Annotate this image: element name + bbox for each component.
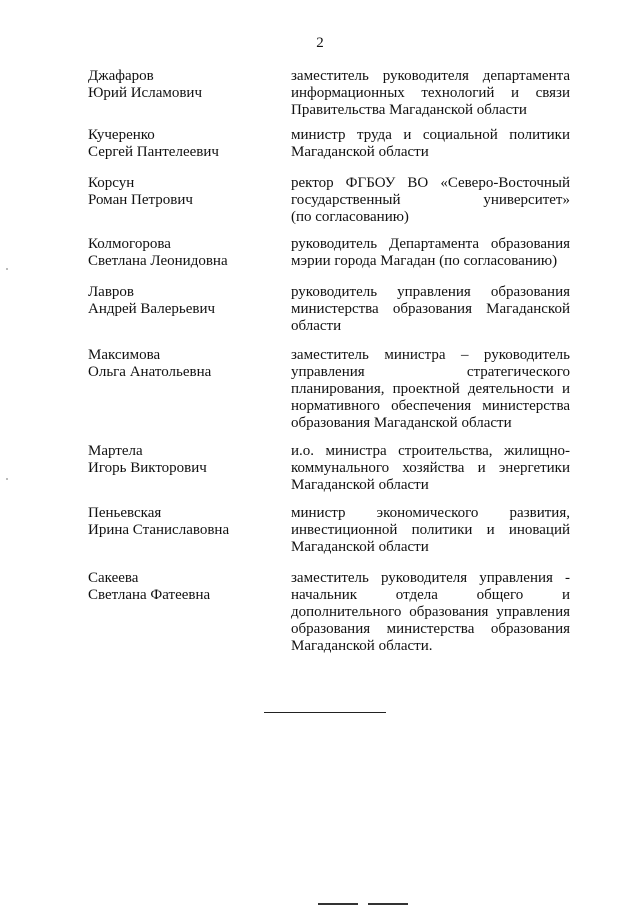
- position-line: руководитель управления образования: [291, 284, 570, 300]
- member-name: [88, 505, 278, 539]
- member-surname: Пеньевская: [88, 505, 162, 521]
- member-surname: Лавров: [88, 284, 134, 300]
- position-line: министр экономического развития,: [291, 505, 570, 521]
- position-line: информационных технологий и связи: [291, 85, 570, 101]
- member-surname: Корсун: [88, 175, 135, 191]
- position-line: области: [291, 318, 342, 334]
- member-position: [291, 68, 570, 119]
- position-line: мэрии города Магадан (по согласованию): [291, 253, 558, 269]
- position-line: управления стратегического: [291, 364, 570, 380]
- position-line: Магаданской области: [291, 477, 429, 493]
- position-line: заместитель министра – руководитель: [291, 347, 570, 363]
- position-line: образования Магаданской области: [291, 415, 512, 431]
- member-position: [291, 443, 570, 494]
- page-number: 2: [316, 35, 324, 51]
- member-given-names: Светлана Фатеевна: [88, 587, 211, 603]
- member-name: [88, 347, 278, 381]
- member-name: [88, 284, 278, 318]
- member-name: [88, 68, 278, 102]
- scan-speck: [6, 268, 8, 270]
- member-surname: Кучеренко: [88, 127, 155, 143]
- position-line: руководитель Департамента образования: [291, 236, 570, 252]
- member-surname: Сакеева: [88, 570, 139, 586]
- member-given-names: Роман Петрович: [88, 192, 193, 208]
- member-given-names: Светлана Леонидовна: [88, 253, 228, 269]
- position-line: Правительства Магаданской области: [291, 102, 527, 118]
- member-given-names: Андрей Валерьевич: [88, 301, 216, 317]
- position-line: государственный университет»: [291, 192, 570, 208]
- position-line: (по согласованию): [291, 209, 409, 225]
- position-line: заместитель руководителя управления -: [291, 570, 570, 586]
- member-position: [291, 236, 570, 270]
- position-line: планирования, проектной деятельности и: [291, 381, 570, 397]
- position-line: начальник отдела общего и: [291, 587, 570, 603]
- position-line: инвестиционной политики и иноваций: [291, 522, 570, 538]
- member-surname: Колмогорова: [88, 236, 171, 252]
- position-line: министерства образования Магаданской: [291, 301, 570, 317]
- position-line: и.о. министра строительства, жилищно-: [291, 443, 570, 459]
- member-given-names: Юрий Исламович: [88, 85, 203, 101]
- member-given-names: Сергей Пантелеевич: [88, 144, 219, 160]
- member-surname: Мартела: [88, 443, 143, 459]
- member-position: [291, 175, 570, 226]
- position-line: Магаданской области: [291, 144, 429, 160]
- member-position: [291, 505, 570, 556]
- member-name: [88, 443, 278, 477]
- member-surname: Джафаров: [88, 68, 154, 84]
- member-given-names: Ирина Станиславовна: [88, 522, 230, 538]
- member-name: [88, 175, 278, 209]
- member-name: [88, 570, 278, 604]
- closing-rule: [264, 712, 386, 713]
- member-position: [291, 127, 570, 161]
- member-position: [291, 570, 570, 655]
- member-name: [88, 127, 278, 161]
- position-line: дополнительного образования управления: [291, 604, 570, 620]
- member-position: [291, 347, 570, 432]
- member-given-names: Ольга Анатольевна: [88, 364, 212, 380]
- scan-speck: [6, 478, 8, 480]
- member-surname: Максимова: [88, 347, 161, 363]
- member-given-names: Игорь Викторович: [88, 460, 207, 476]
- position-line: ректор ФГБОУ ВО «Северо-Восточный: [291, 175, 570, 191]
- member-position: [291, 284, 570, 335]
- position-line: Магаданской области.: [291, 638, 433, 654]
- position-line: министр труда и социальной политики: [291, 127, 570, 143]
- position-line: коммунального хозяйства и энергетики: [291, 460, 570, 476]
- member-name: [88, 236, 278, 270]
- position-line: образования министерства образования: [291, 621, 570, 637]
- position-line: заместитель руководителя департамента: [291, 68, 570, 84]
- position-line: Магаданской области: [291, 539, 429, 555]
- position-line: нормативного обеспечения министерства: [291, 398, 570, 414]
